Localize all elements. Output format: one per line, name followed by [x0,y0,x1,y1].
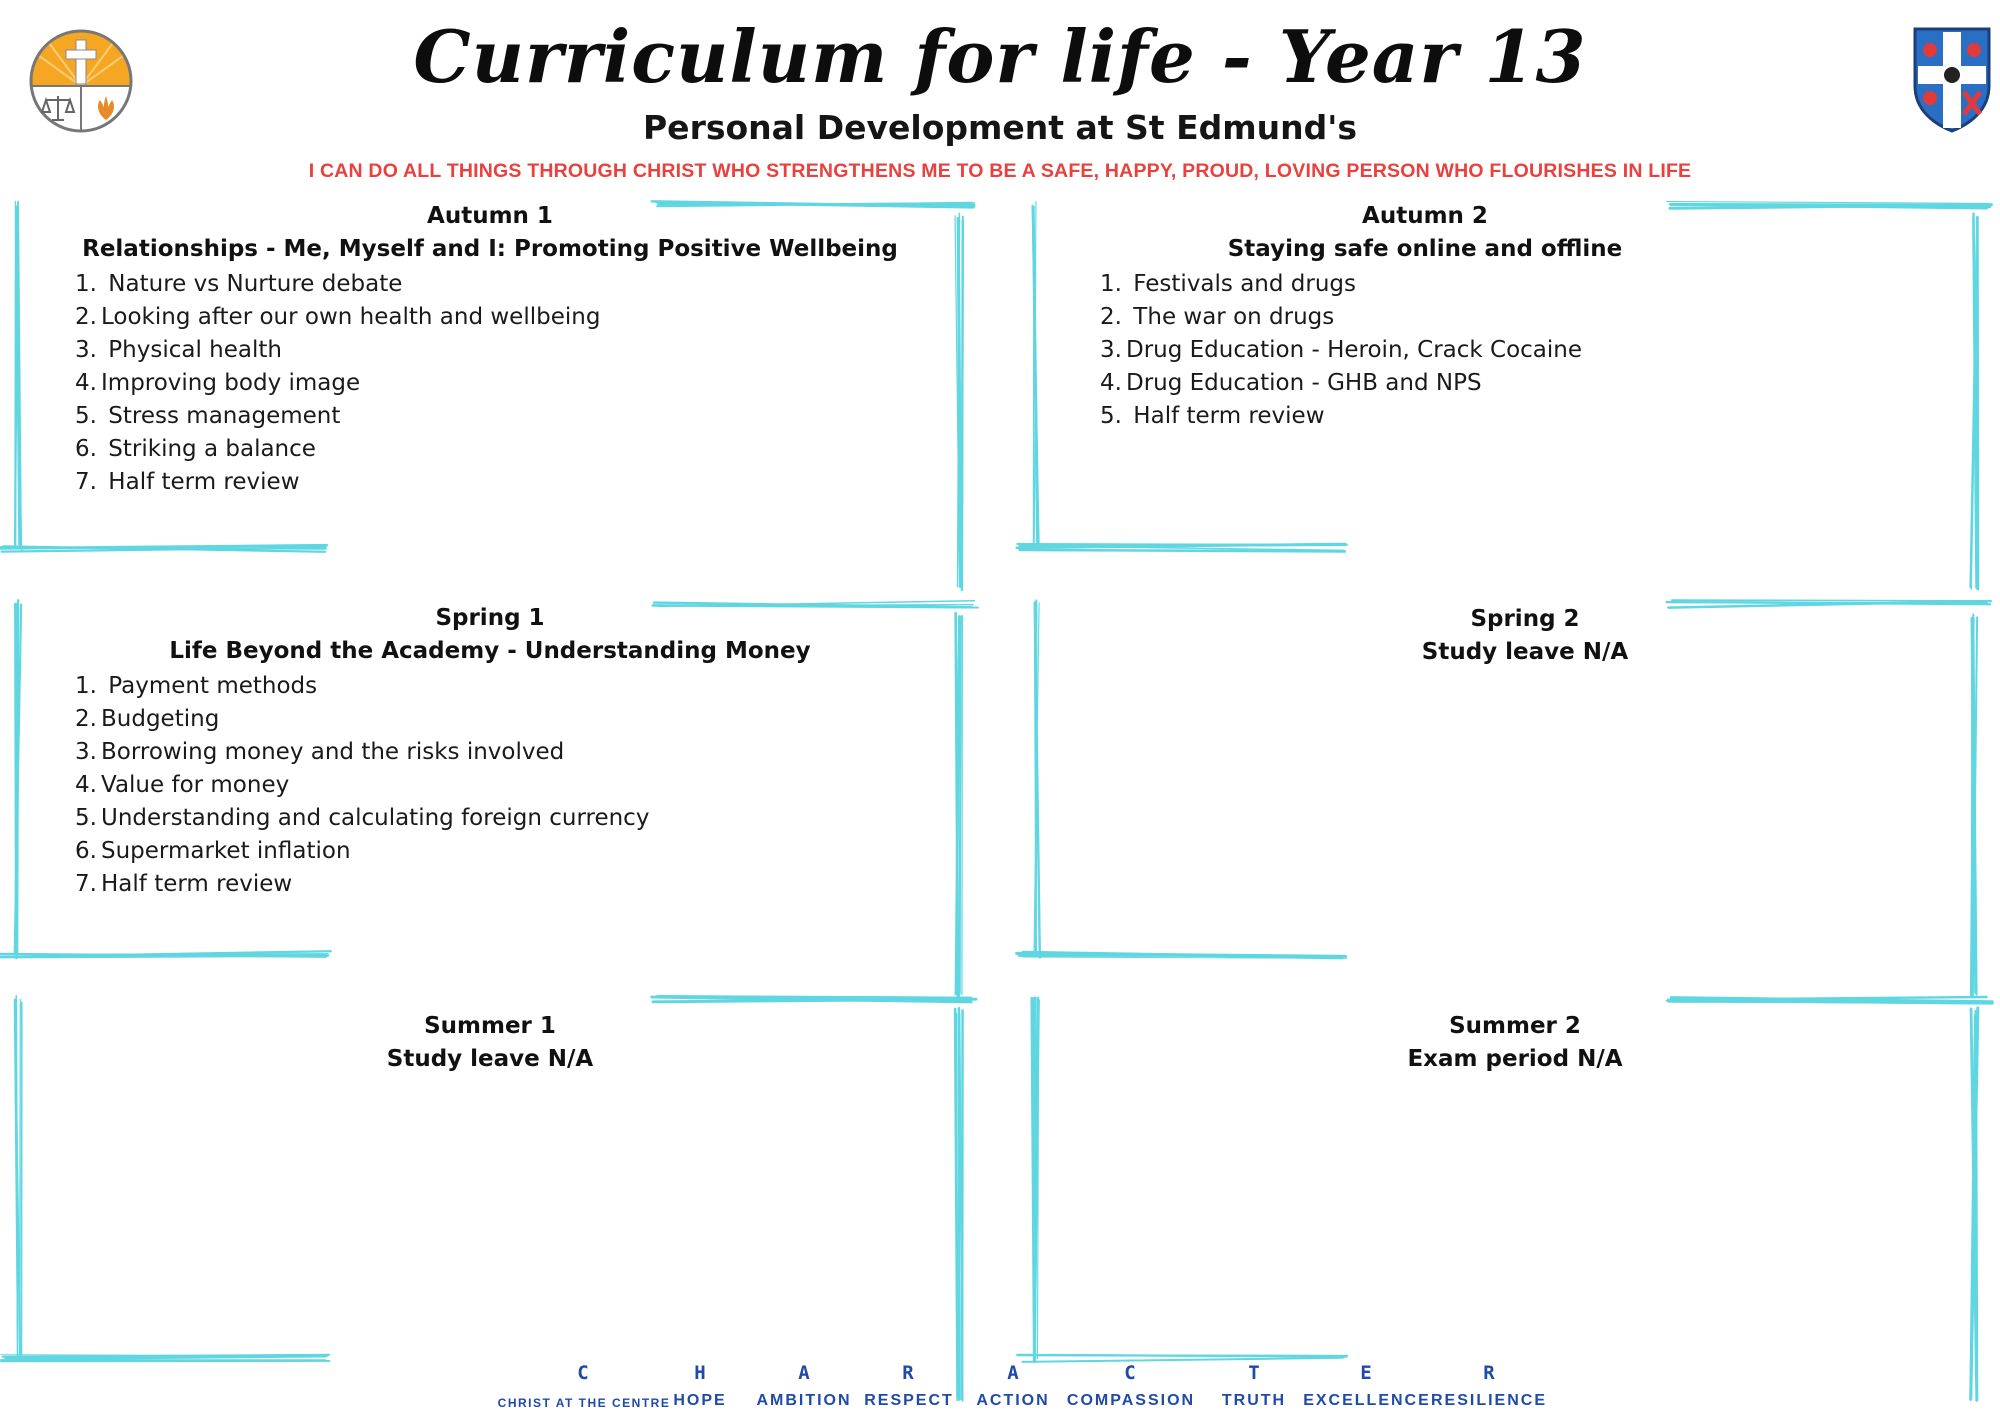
frame-stroke [956,1013,957,1400]
list-item [75,301,905,334]
topic-heading: Relationships - Me, Myself and I: Promoting Positive Wellbeing [82,236,898,262]
list-item-number: 2. [75,304,97,330]
list-item [1100,301,1930,334]
lesson-list [75,268,905,499]
list-item-text: Physical health [101,337,282,363]
panel-autumn-2 [1100,200,1930,433]
list-item-number: 5. [1100,403,1122,429]
value-label: TRUTH [1221,1392,1287,1409]
value-label: EXCELLENCE [1303,1392,1431,1409]
page-title: Curriculum for life - Year 13 [413,14,1587,99]
term-heading: Spring 2 [1470,606,1580,632]
list-item-number: 7. [75,469,97,495]
list-item-text: Looking after our own health and wellbeing [101,304,601,330]
list-item-number: 1. [75,271,97,297]
list-item-number: 2. [75,706,97,732]
list-item [75,268,905,301]
list-item-text: Drug Education - GHB and NPS [1126,370,1482,396]
list-item [1100,268,1930,301]
list-item-text: Borrowing money and the risks involved [101,739,565,765]
list-item [75,868,905,901]
panel-spring-1 [75,602,905,901]
list-item-text: Payment methods [101,673,318,699]
panel-summer-2 [1010,1010,2000,1076]
list-item [75,736,905,769]
list-item-text: Half term review [101,469,300,495]
list-item-text: Budgeting [101,706,220,732]
value-label: RESPECT [864,1392,954,1409]
list-item [75,703,905,736]
acronym-letter: E [1360,1362,1372,1384]
topic-heading: Exam period N/A [1407,1046,1623,1072]
acronym-letter: C [1124,1362,1136,1384]
acronym-letter: T [1248,1362,1260,1384]
list-item [75,769,905,802]
value-label: COMPASSION [1066,1392,1196,1409]
acronym-letter: H [694,1362,706,1384]
list-item-text: Value for money [101,772,290,798]
list-item [75,670,905,703]
list-item-text: Festivals and drugs [1126,271,1357,297]
page-subtitle: Personal Development at St Edmund's [643,108,1357,147]
frame-stroke [962,217,963,589]
list-item [1100,400,1930,433]
list-item [75,367,905,400]
frame-stroke [1669,1001,1991,1002]
term-heading: Autumn 2 [1362,203,1488,229]
list-item-text: Supermarket inflation [101,838,351,864]
frame-stroke [1022,1358,1343,1362]
acronym-letter: A [798,1362,810,1384]
value-label: HOPE [673,1392,727,1409]
term-heading: Summer 1 [424,1013,556,1039]
list-item-number: 1. [75,673,97,699]
list-item-number: 4. [1100,370,1122,396]
list-item-number: 7. [75,871,97,897]
value-label: RESILIENCE [1430,1392,1548,1409]
topic-heading: Staying safe online and offline [1227,236,1623,262]
list-item-number: 4. [75,370,97,396]
list-item-number: 6. [75,436,97,462]
frame-stroke [20,999,21,1360]
list-item-number: 4. [75,772,97,798]
frame-stroke [1020,550,1345,552]
list-item-text: Nature vs Nurture debate [101,271,403,297]
list-item [75,466,905,499]
list-item-text: The war on drugs [1126,304,1335,330]
value-label: AMBITION [756,1392,852,1409]
topic-heading: Life Beyond the Academy - Understanding Money [169,638,811,664]
acronym-letter: R [1483,1362,1495,1384]
list-item-text: Stress management [101,403,341,429]
lesson-list [1100,268,1930,433]
list-item [75,433,905,466]
list-item-text: Understanding and calculating foreign currency [101,805,650,831]
frame-stroke [5,548,326,549]
panel-spring-2 [1020,603,2000,669]
list-item-text: Half term review [101,871,293,897]
topic-heading: Study leave N/A [386,1046,594,1072]
acronym-letter: C [577,1362,589,1384]
acronym-letter: A [1007,1362,1019,1384]
list-item [75,334,905,367]
panel-summer-1 [75,1010,905,1076]
list-item-number: 5. [75,403,97,429]
list-item-text: Striking a balance [101,436,316,462]
list-item [1100,334,1930,367]
list-item [75,835,905,868]
list-item-number: 6. [75,838,97,864]
topic-heading: Study leave N/A [1421,639,1629,665]
panel-autumn-1 [75,200,905,499]
list-item-number: 3. [75,739,97,765]
list-item-number: 2. [1100,304,1122,330]
school-motto: I CAN DO ALL THINGS THROUGH CHRIST WHO STRENGTHENS ME TO BE A SAFE, HAPPY, PROUD, LOVING PERSON WHO FLOURISHES IN LIFE [308,160,1692,182]
term-heading: Autumn 1 [427,203,553,229]
value-label: CHRIST AT THE CENTRE [497,1396,671,1410]
acronym-letter: R [902,1362,914,1384]
term-heading: Summer 2 [1449,1013,1581,1039]
frame-stroke [1021,545,1345,547]
list-item-number: 1. [1100,271,1122,297]
list-item-text: Improving body image [101,370,361,396]
list-item-number: 5. [75,805,97,831]
list-item-number: 3. [1100,337,1122,363]
list-item [1100,367,1930,400]
list-item-text: Drug Education - Heroin, Crack Cocaine [1126,337,1583,363]
list-item [75,802,905,835]
term-heading: Spring 1 [435,605,545,631]
value-label: ACTION [976,1392,1050,1409]
list-item [75,400,905,433]
list-item-number: 3. [75,337,97,363]
lesson-list [75,670,905,901]
list-item-text: Half term review [1126,403,1325,429]
